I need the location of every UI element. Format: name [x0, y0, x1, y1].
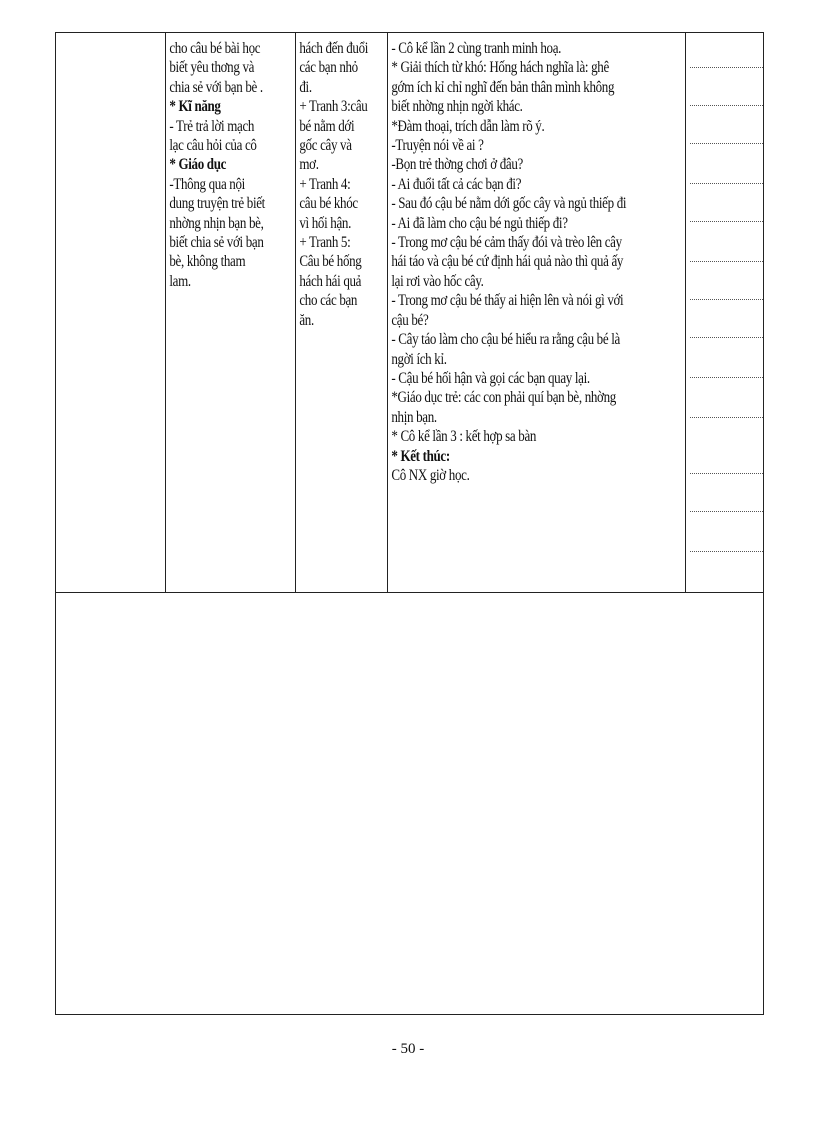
text-line: -Bọn trẻ thờng chơi ở đâu?: [391, 156, 523, 174]
text-line: Câu bé hống: [299, 253, 362, 271]
dotted-line: [690, 221, 763, 222]
objectives-column: [166, 33, 296, 592]
pictures-column: [296, 33, 388, 592]
activities-column: [388, 33, 686, 592]
text-line: hách đến đuổi: [299, 40, 369, 57]
text-line: - Cây táo làm cho cậu bé hiểu ra rằng cậu bé là: [391, 331, 620, 349]
text-line: - Cô kể lần 2 cùng tranh minh hoạ.: [391, 40, 562, 57]
lesson-row: [56, 33, 763, 593]
dotted-line: [690, 417, 763, 418]
text-line: - Ai đuổi tất cả các bạn đi?: [391, 175, 522, 193]
text-line: + Tranh 4:: [299, 175, 351, 193]
text-line: * Kĩ năng: [169, 98, 221, 116]
text-line: - Trong mơ cậu bé thấy ai hiện lên và nói gì với: [391, 292, 624, 310]
text-line: ngời ích kỉ.: [391, 350, 447, 368]
dotted-line: [690, 67, 763, 68]
text-line: - Sau đó cậu bé nằm dới gốc cây và ngủ thiếp đi: [391, 195, 627, 213]
text-line: gớm ích kỉ chỉ nghĩ đến bản thân mình không: [391, 78, 615, 96]
text-line: hách hái quả: [299, 272, 362, 290]
dotted-line: [690, 337, 763, 338]
text-line: các bạn nhỏ: [299, 59, 358, 77]
dotted-line: [690, 473, 763, 474]
text-line: * Giải thích từ khó: Hống hách nghĩa là: ghê: [391, 59, 609, 77]
text-line: bè, không tham: [169, 253, 246, 271]
text-line: - Cậu bé hối hận và gọi các bạn quay lại.: [391, 369, 590, 387]
text-line: Cô NX giờ học.: [391, 466, 470, 484]
dotted-line: [690, 261, 763, 262]
text-line: *Giáo dục trẻ: các con phải quí bạn bè, nhờng: [391, 389, 616, 407]
text-line: hái táo và cậu bé cứ định hái quả nào thì quả ấy: [391, 253, 624, 271]
text-line: cho các bạn: [299, 292, 358, 310]
text-line: + Tranh 3:câu: [299, 98, 368, 116]
text-line: * Cô kể lần 3 : kết hợp sa bàn: [391, 428, 537, 446]
text-line: mơ.: [299, 156, 319, 174]
blank-column: [56, 33, 166, 592]
dotted-line: [690, 183, 763, 184]
dotted-line: [690, 299, 763, 300]
text-line: lạc câu hỏi của cô: [169, 137, 257, 155]
text-line: * Giáo dục: [169, 156, 227, 174]
text-line: lam.: [169, 272, 191, 290]
lesson-plan-table: [55, 32, 764, 1015]
text-line: + Tranh 5:: [299, 234, 351, 252]
text-line: biết nhờng nhịn ngời khác.: [391, 98, 523, 116]
text-line: * Kết thúc:: [391, 447, 450, 465]
dotted-line: [690, 551, 763, 552]
text-line: - Trong mơ cậu bé cảm thấy đói và trèo lên cây: [391, 234, 622, 252]
text-line: nhờng nhịn bạn bè,: [169, 214, 264, 232]
text-line: gốc cây và: [299, 137, 352, 155]
text-line: cậu bé?: [391, 311, 429, 329]
text-line: -Thông qua nội: [169, 175, 245, 193]
text-line: nhịn bạn.: [391, 408, 437, 426]
page-number: - 50 -: [391, 1041, 425, 1057]
text-line: cho câu bé bài học: [169, 40, 261, 57]
text-line: dung truyện trẻ biết: [169, 195, 265, 213]
text-line: - Ai đã làm cho cậu bé ngủ thiếp đi?: [391, 214, 568, 232]
pictures-text: [296, 33, 372, 330]
text-line: chia sẻ với bạn bè .: [169, 78, 263, 96]
text-line: đi.: [299, 78, 312, 96]
text-line: câu bé khóc: [299, 195, 358, 213]
text-line: bé nằm dới: [299, 117, 355, 135]
text-line: biết yêu thơng và: [169, 59, 255, 77]
text-line: biết chia sẻ với bạn: [169, 234, 264, 252]
notes-column: [686, 33, 765, 592]
text-line: lại rơi vào hốc cây.: [391, 272, 484, 290]
text-line: ăn.: [299, 311, 314, 329]
text-line: - Trẻ trả lời mạch: [169, 117, 255, 135]
dotted-line: [690, 105, 763, 106]
dotted-line: [690, 377, 763, 378]
objectives-text: [166, 33, 274, 291]
text-line: -Truyện nói về ai ?: [391, 137, 484, 155]
dotted-line: [690, 143, 763, 144]
text-line: *Đàm thoại, trích dẫn làm rõ ý.: [391, 117, 545, 135]
activities-text: [388, 33, 637, 485]
dotted-line: [690, 511, 763, 512]
text-line: vì hối hận.: [299, 214, 351, 232]
